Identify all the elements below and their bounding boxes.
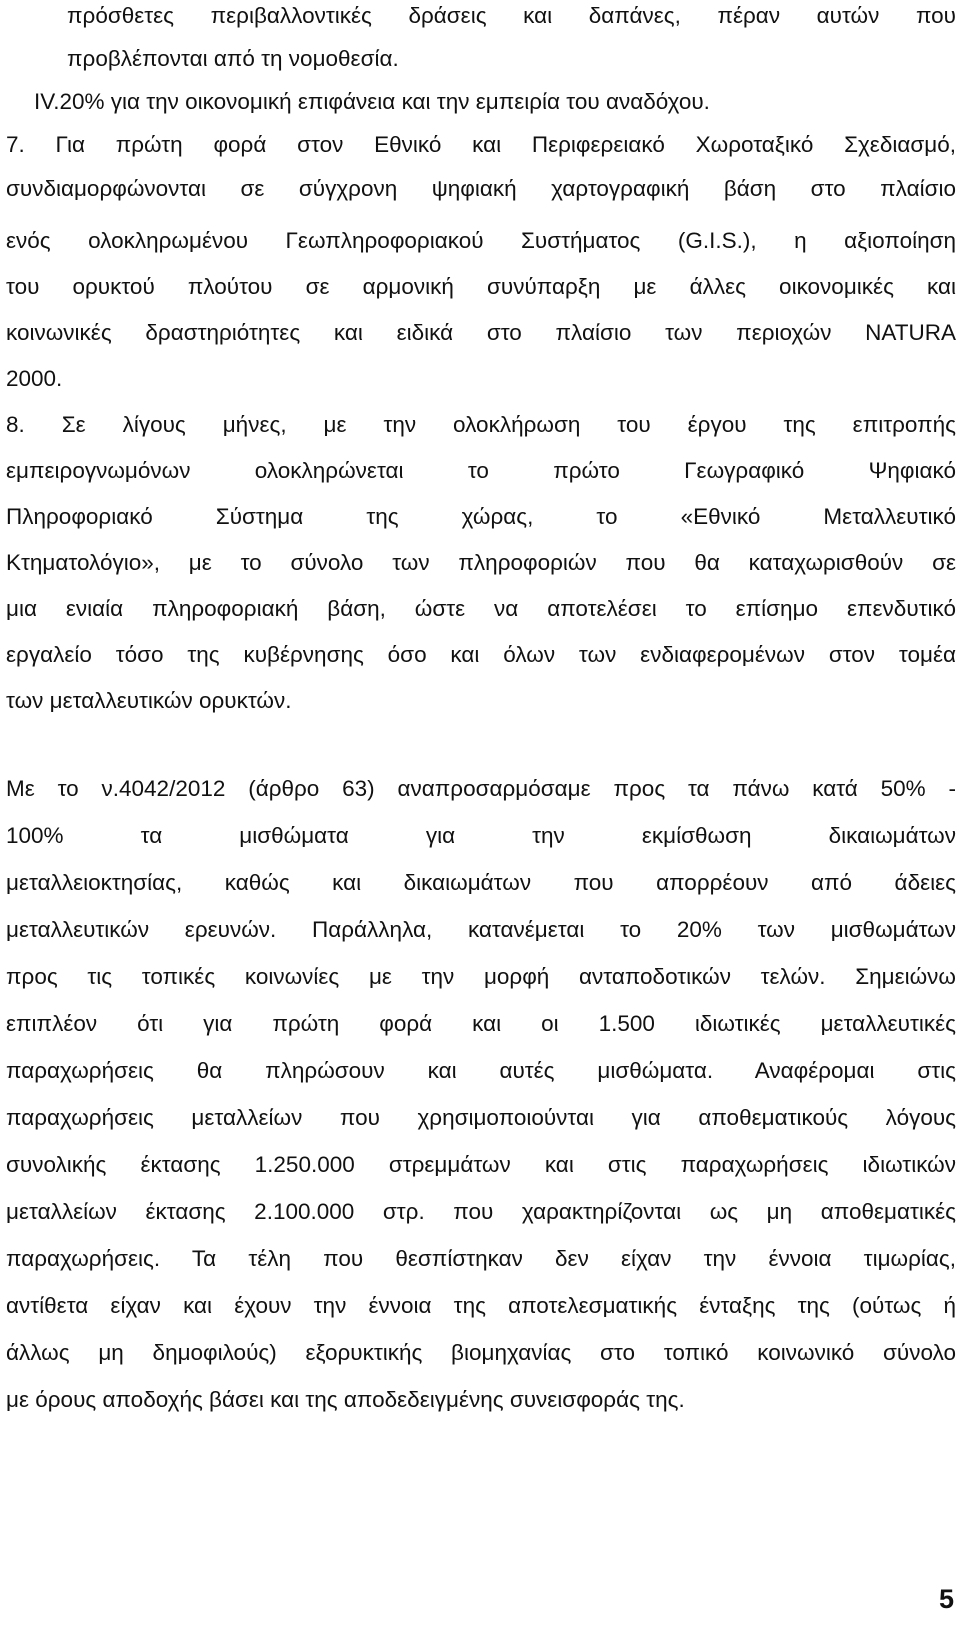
text-line: παραχωρήσεις. Τα τέλη που θεσπίστηκαν δεν είχαν την έννοια τιμωρίας, <box>6 1246 956 1271</box>
text-line: 8. Σε λίγους μήνες, με την ολοκλήρωση του έργου της επιτροπής <box>6 412 956 437</box>
text-line: IV.20% για την οικονομική επιφάνεια και την εμπειρία του αναδόχου. <box>34 89 710 114</box>
page-number: 5 <box>938 1584 954 1614</box>
text-line: συνδιαμορφώνονται σε σύγχρονη ψηφιακή χαρτογραφική βάση στο πλαίσιο <box>6 176 956 201</box>
text-line: εμπειρογνωμόνων ολοκληρώνεται το πρώτο Γεωγραφικό Ψηφιακό <box>6 458 956 483</box>
text-line: συνολικής έκτασης 1.250.000 στρεμμάτων και στις παραχωρήσεις ιδιωτικών <box>6 1152 956 1177</box>
text-line: πρόσθετες περιβαλλοντικές δράσεις και δαπάνες, πέραν αυτών που <box>67 3 956 28</box>
text-line: Κτηματολόγιο», με το σύνολο των πληροφοριών που θα καταχωρισθούν σε <box>6 550 956 575</box>
text-line: άλλως μη δημοφιλούς) εξορυκτικής βιομηχανίας στο τοπικό κοινωνικό σύνολο <box>6 1340 956 1365</box>
text-line: κοινωνικές δραστηριότητες και ειδικά στο πλαίσιο των περιοχών NATURA <box>6 320 956 345</box>
text-line: εργαλείο τόσο της κυβέρνησης όσο και όλων των ενδιαφερομένων στον τομέα <box>6 642 956 667</box>
text-line: Πληροφοριακό Σύστημα της χώρας, το «Εθνικό Μεταλλευτικό <box>6 504 956 529</box>
text-line: αντίθετα είχαν και έχουν την έννοια της αποτελεσματικής ένταξης της (ούτως ή <box>6 1293 956 1318</box>
text-line: μεταλλείων έκτασης 2.100.000 στρ. που χαρακτηρίζονται ως μη αποθεματικές <box>6 1199 956 1224</box>
text-line: ενός ολοκληρωμένου Γεωπληροφοριακού Συστήματος (G.I.S.), η αξιοποίηση <box>6 228 956 253</box>
text-line: των μεταλλευτικών ορυκτών. <box>6 688 292 713</box>
text-line: προβλέπονται από τη νομοθεσία. <box>67 46 399 71</box>
text-line: μια ενιαία πληροφοριακή βάση, ώστε να αποτελέσει το επίσημο επενδυτικό <box>6 596 956 621</box>
text-line: 7. Για πρώτη φορά στον Εθνικό και Περιφερειακό Χωροταξικό Σχεδιασμό, <box>6 132 956 157</box>
text-line: 100% τα μισθώματα για την εκμίσθωση δικαιωμάτων <box>6 823 956 848</box>
text-line: με όρους αποδοχής βάσει και της αποδεδειγμένης συνεισφοράς της. <box>6 1387 685 1412</box>
text-line: του ορυκτού πλούτου σε αρμονική συνύπαρξη με άλλες οικονομικές και <box>6 274 956 299</box>
text-line: Με το ν.4042/2012 (άρθρο 63) αναπροσαρμόσαμε προς τα πάνω κατά 50% - <box>6 776 956 801</box>
text-line: επιπλέον ότι για πρώτη φορά και οι 1.500 ιδιωτικές μεταλλευτικές <box>6 1011 956 1036</box>
text-line: προς τις τοπικές κοινωνίες με την μορφή ανταποδοτικών τελών. Σημειώνω <box>6 964 956 989</box>
text-line: μεταλλευτικών ερευνών. Παράλληλα, κατανέμεται το 20% των μισθωμάτων <box>6 917 956 942</box>
text-line: παραχωρήσεις θα πληρώσουν και αυτές μισθώματα. Αναφέρομαι στις <box>6 1058 956 1083</box>
text-line: 2000. <box>6 366 63 391</box>
text-line: μεταλλειοκτησίας, καθώς και δικαιωμάτων που απορρέουν από άδειες <box>6 870 956 895</box>
text-line: παραχωρήσεις μεταλλείων που χρησιμοποιούνται για αποθεματικούς λόγους <box>6 1105 956 1130</box>
